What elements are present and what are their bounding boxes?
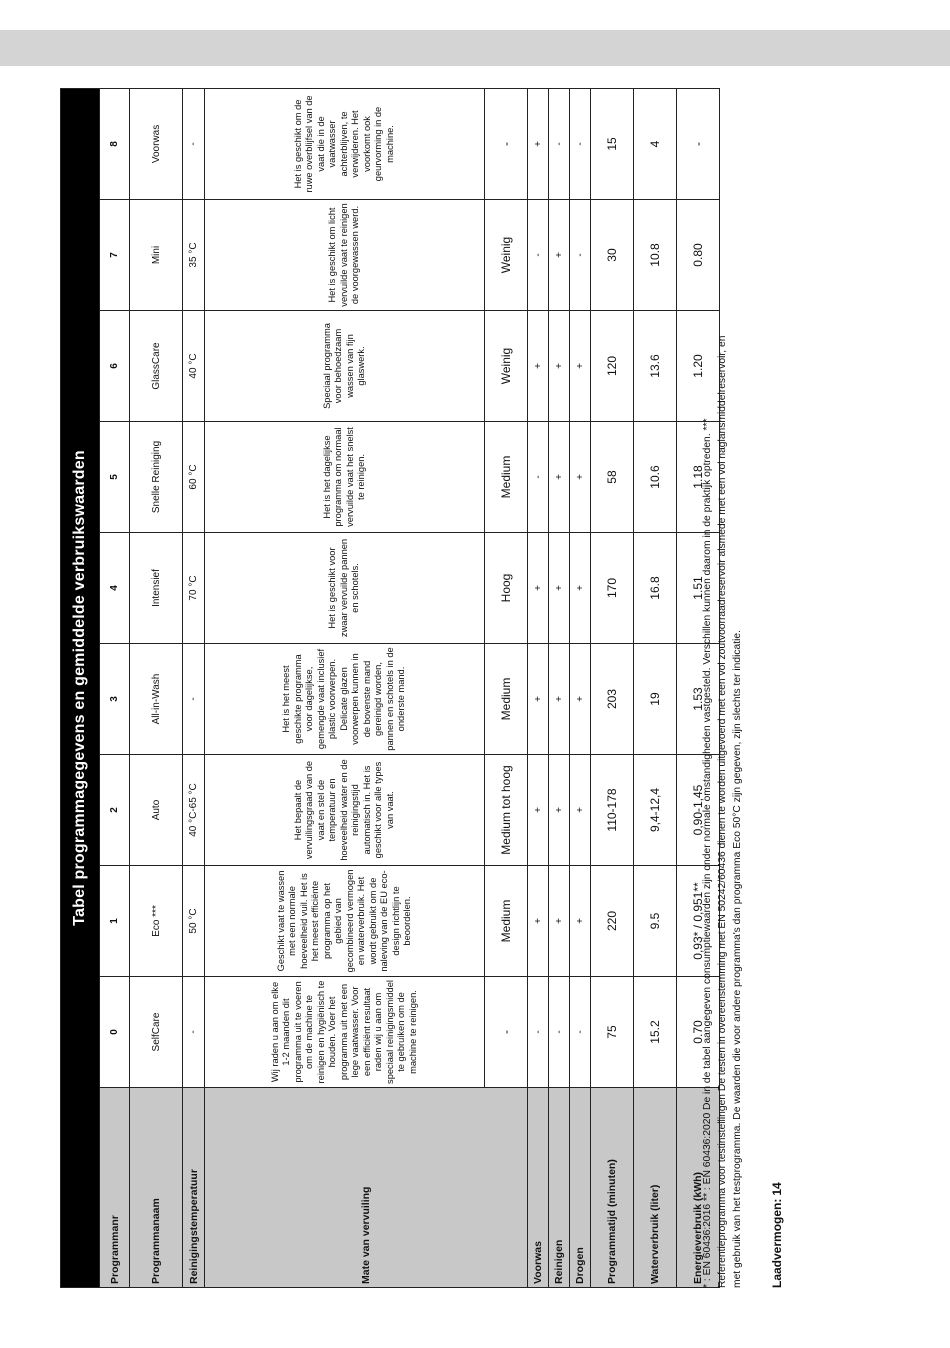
program-table	[60, 88, 720, 1288]
cell-reinigen: +	[549, 311, 570, 422]
cell-name: Auto	[130, 755, 183, 866]
cell-temp: 40 °C	[183, 311, 205, 422]
cell-temp: -	[183, 644, 205, 755]
cell-energy: 1.51	[677, 533, 720, 644]
cell-description: Het is geschikt voor zwaar vervuilde pannen en schotels.	[205, 533, 485, 644]
cell-energy: 0,90-1,45	[677, 755, 720, 866]
cell-water: 16.8	[634, 533, 677, 644]
cell-reinigen: +	[549, 422, 570, 533]
row-reinigen	[549, 88, 570, 1287]
cell-level: Medium tot hoog	[485, 755, 528, 866]
cell-description: Wij raden u aan om elke 1-2 maanden dit programma uit te voeren om de machine te reinigen en hygiënisch te houden. Voer het programma uit met een lege vaatwasser. Voor een efficiënt resultaat raden wij u aan om speciaal reinigingsmiddel te gebruiken om de machine te reinigen.	[205, 977, 485, 1088]
cell-description: Geschikt vaat te wassen met een normale hoeveelheid vuil. Het is het meest efficiënte programma op het gebied van gecombineerd vermogen en waterverbruik. Het wordt gebruikt om de naleving van de EU eco-design richtlijn te beoordelen.	[205, 866, 485, 977]
cell-energy: 0.70	[677, 977, 720, 1088]
cell-nr: 6	[100, 311, 130, 422]
cell-drogen: +	[570, 422, 591, 533]
cell-energy: -	[677, 88, 720, 199]
cell-water: 15.2	[634, 977, 677, 1088]
cell-nr: 8	[100, 88, 130, 199]
cell-energy: 1.18	[677, 422, 720, 533]
cell-level: Medium	[485, 644, 528, 755]
cell-time: 30	[591, 200, 634, 311]
row-programmanaam	[130, 88, 183, 1287]
cell-water: 13.6	[634, 311, 677, 422]
cell-time: 220	[591, 866, 634, 977]
cell-time: 110-178	[591, 755, 634, 866]
cell-drogen: +	[570, 866, 591, 977]
cell-voorwas: +	[528, 755, 549, 866]
cell-nr: 5	[100, 422, 130, 533]
cell-description: Het bepaalt de vervuilingsgraad van de vaat en stel de temperatuur en hoeveelheid water en de reinigingstijd automatisch in. Het is geschikt voor alle types van vaat.	[205, 755, 485, 866]
cell-reinigen: +	[549, 644, 570, 755]
cell-temp: -	[183, 88, 205, 199]
cell-level: Medium	[485, 422, 528, 533]
label-drogen: Drogen	[570, 1088, 591, 1288]
cell-nr: 7	[100, 200, 130, 311]
cell-drogen: -	[570, 977, 591, 1088]
cell-water: 19	[634, 644, 677, 755]
cell-drogen: +	[570, 644, 591, 755]
label-temperatuur: Reinigingstemperatuur	[183, 1088, 205, 1288]
cell-water: 10.6	[634, 422, 677, 533]
footnote	[700, 88, 745, 1288]
label-vervuiling: Mate van vervuiling	[205, 1088, 528, 1288]
cell-voorwas: +	[528, 533, 549, 644]
cell-water: 4	[634, 88, 677, 199]
cell-time: 75	[591, 977, 634, 1088]
cell-time: 15	[591, 88, 634, 199]
cell-water: 9,4-12,4	[634, 755, 677, 866]
row-drogen	[570, 88, 591, 1287]
cell-voorwas: -	[528, 977, 549, 1088]
cell-reinigen: +	[549, 533, 570, 644]
cell-level: Weinig	[485, 200, 528, 311]
row-waterverbruik	[634, 88, 677, 1287]
cell-description: Speciaal programma voor behoedzaam wassen van fijn glaswerk.	[205, 311, 485, 422]
cell-voorwas: +	[528, 644, 549, 755]
cell-level: -	[485, 977, 528, 1088]
cell-name: Eco ***	[130, 866, 183, 977]
cell-reinigen: -	[549, 977, 570, 1088]
cell-drogen: +	[570, 533, 591, 644]
label-programmanr: Programmanr	[100, 1088, 130, 1288]
label-programmatijd: Programmatijd (minuten)	[591, 1088, 634, 1288]
cell-voorwas: +	[528, 88, 549, 199]
table-container	[60, 88, 720, 1288]
cell-level: Medium	[485, 866, 528, 977]
capacity-label: Laadvermogen:	[770, 1198, 784, 1288]
capacity	[770, 1179, 784, 1288]
cell-time: 170	[591, 533, 634, 644]
label-programmanaam: Programmanaam	[130, 1088, 183, 1288]
footnote-line: met gebruik van het testprogramma. De waarden die voor andere programma's dan programma Eco 50°C zijn gegeven, zijn slechts ter indicatie.	[732, 630, 743, 1288]
footnote-line: * : EN 60436:2016 ** : EN 60436:2020 De in de tabel aangegeven consumptiewaarden zijn onder normale omstandigheden vastgesteld. Verschillen kunnen daarom in de praktijk optreden. ***	[702, 418, 713, 1288]
cell-reinigen: +	[549, 755, 570, 866]
cell-description: Het is het dagelijkse programma om normaal vervuilde vaat het snelst te reinigen.	[205, 422, 485, 533]
label-waterverbruik: Waterverbruik (liter)	[634, 1088, 677, 1288]
cell-voorwas: +	[528, 311, 549, 422]
cell-name: Intensief	[130, 533, 183, 644]
cell-reinigen: -	[549, 88, 570, 199]
cell-energy: 1.20	[677, 311, 720, 422]
label-energieverbruik: Energieverbruik (kWh)	[677, 1088, 720, 1288]
cell-energy: 1.53	[677, 644, 720, 755]
cell-reinigen: +	[549, 200, 570, 311]
label-voorwas: Voorwas	[528, 1088, 549, 1288]
cell-name: All-in-Wash	[130, 644, 183, 755]
cell-nr: 1	[100, 866, 130, 977]
cell-description: Het is het meest geschikte programma voor dagelijkse, gemengde vaat inclusief plastic voorwerpen. Delicate glazen voorwerpen kunnen in de bovenste mand gereinigd worden, pannen en schotels in de onderste mand.	[205, 644, 485, 755]
cell-drogen: +	[570, 755, 591, 866]
cell-water: 9.5	[634, 866, 677, 977]
cell-time: 203	[591, 644, 634, 755]
cell-energy: 0,93* / 0,951**	[677, 866, 720, 977]
capacity-value: 14	[770, 1182, 784, 1196]
row-temperatuur	[183, 88, 205, 1287]
cell-nr: 4	[100, 533, 130, 644]
cell-name: SelfCare	[130, 977, 183, 1088]
row-voorwas	[528, 88, 549, 1287]
cell-nr: 2	[100, 755, 130, 866]
cell-name: GlassCare	[130, 311, 183, 422]
cell-reinigen: +	[549, 866, 570, 977]
cell-temp: -	[183, 977, 205, 1088]
cell-name: Mini	[130, 200, 183, 311]
cell-name: Voorwas	[130, 88, 183, 199]
row-vervuiling	[205, 88, 485, 1287]
cell-drogen: -	[570, 88, 591, 199]
cell-time: 120	[591, 311, 634, 422]
cell-drogen: -	[570, 200, 591, 311]
cell-temp: 40 °C-65 °C	[183, 755, 205, 866]
cell-voorwas: -	[528, 422, 549, 533]
cell-voorwas: +	[528, 866, 549, 977]
footnote-line: Referentieprogramma voor testinstellingen De testen in overeenstemming met EN 50242/60436 dienen te worden uitgevoerd met een vol zoutvoorraadreservoir alsmede met een vol naglansmiddelreservoir, en	[717, 335, 728, 1288]
table-title: Tabel programmagegevens en gemiddelde verbruikswaarden	[61, 88, 100, 1287]
cell-description: Het is geschikt om de ruwe overblijfsel van de vaat die in de vaatwasser achterblijven, te verwijderen. Het voorkomt ook geurvorming in de machine.	[205, 88, 485, 199]
cell-temp: 35 °C	[183, 200, 205, 311]
cell-time: 58	[591, 422, 634, 533]
cell-temp: 50 °C	[183, 866, 205, 977]
cell-description: Het is geschikt om licht vervuilde vaat te reinigen de voorgewassen werd.	[205, 200, 485, 311]
cell-level: Weinig	[485, 311, 528, 422]
cell-name: Snelle Reiniging	[130, 422, 183, 533]
cell-water: 10.8	[634, 200, 677, 311]
cell-level: -	[485, 88, 528, 199]
row-programmatijd	[591, 88, 634, 1287]
cell-drogen: +	[570, 311, 591, 422]
row-programmanr	[100, 88, 130, 1287]
cell-nr: 3	[100, 644, 130, 755]
cell-voorwas: -	[528, 200, 549, 311]
cell-level: Hoog	[485, 533, 528, 644]
cell-nr: 0	[100, 977, 130, 1088]
cell-temp: 70 °C	[183, 533, 205, 644]
label-reinigen: Reinigen	[549, 1088, 570, 1288]
cell-energy: 0.80	[677, 200, 720, 311]
cell-temp: 60 °C	[183, 422, 205, 533]
